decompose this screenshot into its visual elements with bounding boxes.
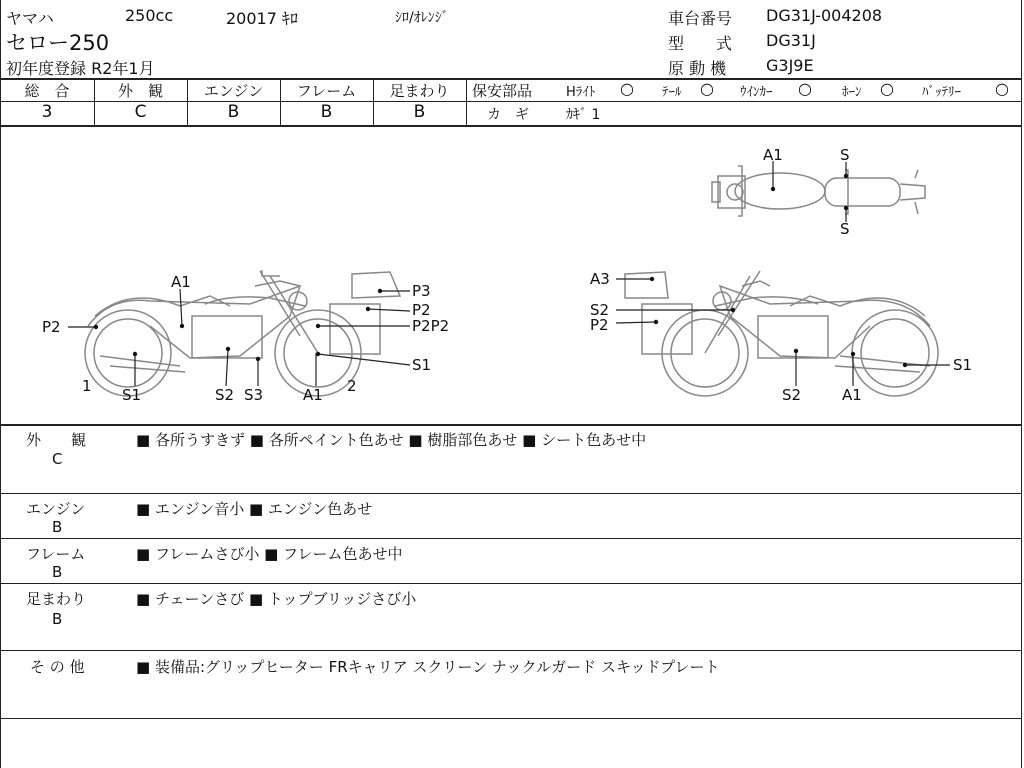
label-right-s1: S1 (953, 356, 973, 374)
engine-label: 原 動 機 (668, 59, 727, 78)
damage-diagram (0, 126, 1022, 424)
exterior-grade: C (134, 102, 147, 122)
section-title-suspension: 足まわり (26, 590, 87, 608)
section-notes-engine: ■ エンジン音小 ■ エンジン色あせ (136, 500, 373, 518)
key-value: ｶｷﾞ 1 (566, 107, 601, 123)
exterior-label: 外 観 (117, 82, 163, 100)
label-right-a3: A3 (590, 270, 610, 288)
label-right-s2-upper: S2 (590, 301, 610, 319)
label-left-s1-front: S1 (412, 356, 432, 374)
label-left-s3: S3 (244, 386, 264, 404)
section-title-frame: フレーム (26, 545, 86, 563)
battery-status: ○ (995, 79, 1009, 98)
horn-status: ○ (880, 79, 894, 98)
section-title-engine: エンジン (26, 500, 86, 518)
diagram-labels (42, 146, 972, 404)
diagram-markers (94, 174, 907, 367)
frame-grade-label: フレーム (296, 82, 357, 100)
frame-number: DG31J-004208 (766, 6, 883, 25)
section-rule (0, 650, 1022, 651)
safety-item-winker: ｳｲﾝｶｰ (740, 85, 773, 100)
label-right-side-number: 2 (347, 377, 357, 395)
section-notes-other: ■ 装備品:グリップヒーター FRキャリア スクリーン ナックルガード スキッドプレート (136, 658, 720, 676)
suspension-grade-label: 足まわり (389, 82, 450, 100)
safety-item-headlight: Hﾗｲﾄ (566, 85, 596, 100)
label-left-s2: S2 (215, 386, 235, 404)
label-left-p2-rear: P2 (42, 318, 61, 336)
section-notes-suspension: ■ チェーンさび ■ トップブリッジさび小 (136, 590, 417, 608)
overall-label: 総 合 (24, 82, 70, 100)
section-title-exterior: 外 観 (26, 431, 87, 449)
frame-grade: B (320, 102, 333, 122)
color: ｼﾛ/ｵﾚﾝｼﾞ (395, 10, 449, 26)
tail-status: ○ (700, 79, 714, 98)
section-rule (0, 718, 1022, 719)
safety-item-horn: ﾎｰﾝ (842, 85, 862, 100)
section-rule (0, 493, 1022, 494)
engine-value: G3J9E (766, 56, 814, 75)
overall-grade: 3 (41, 102, 53, 122)
safety-item-tail: ﾃｰﾙ (662, 85, 682, 100)
label-left-side-number: 1 (82, 377, 92, 395)
maker: ヤマハ (6, 9, 54, 28)
section-title-other: そ の 他 (30, 658, 85, 676)
label-right-p2: P2 (590, 316, 609, 334)
safety-item-battery: ﾊﾞｯﾃﾘｰ (922, 85, 961, 100)
section-grade-exterior: C (52, 450, 63, 468)
notes-top-rule (0, 424, 1022, 426)
key-label: カ ギ (487, 107, 529, 123)
frame-number-label: 車台番号 (668, 9, 733, 28)
right-side-motorcycle-drawing (625, 271, 938, 396)
section-rule (0, 538, 1022, 539)
headlight-status: ○ (620, 79, 634, 98)
col-divider (466, 79, 467, 125)
diagram-leader-lines (68, 161, 950, 386)
section-rule (0, 583, 1022, 584)
mileage: 20017 ｷﾛ (226, 9, 298, 28)
type-label: 型 式 (668, 34, 733, 53)
section-grade-engine: B (52, 518, 63, 536)
label-left-p3: P3 (412, 282, 431, 300)
winker-status: ○ (798, 79, 812, 98)
section-grade-suspension: B (52, 610, 63, 628)
label-left-a1: A1 (171, 273, 191, 291)
label-right-s2-lower: S2 (782, 386, 802, 404)
section-notes-exterior: ■ 各所うすきず ■ 各所ペイント色あせ ■ 樹脂部色あせ ■ シート色あせ中 (136, 431, 647, 449)
label-left-s1-rear: S1 (122, 386, 142, 404)
section-grade-frame: B (52, 563, 63, 581)
displacement: 250cc (125, 6, 174, 25)
label-left-p2-upper: P2 (412, 301, 431, 319)
model-name: セロー250 (6, 31, 110, 55)
top-view-motorcycle-drawing (712, 166, 925, 216)
engine-grade: B (227, 102, 240, 122)
type-value: DG31J (766, 31, 816, 50)
label-top-s-upper: S (840, 146, 850, 164)
section-notes-frame: ■ フレームさび小 ■ フレーム色あせ中 (136, 545, 403, 563)
label-right-a1: A1 (842, 386, 862, 404)
first-registration: 初年度登録 R2年1月 (6, 59, 155, 78)
engine-grade-label: エンジン (203, 82, 264, 100)
label-left-a1-front: A1 (303, 386, 323, 404)
label-left-p2p2: P2P2 (412, 317, 450, 335)
suspension-grade: B (413, 102, 426, 122)
label-top-s-lower: S (840, 220, 850, 238)
label-top-a1: A1 (763, 146, 783, 164)
safety-label: 保安部品 (472, 82, 533, 100)
